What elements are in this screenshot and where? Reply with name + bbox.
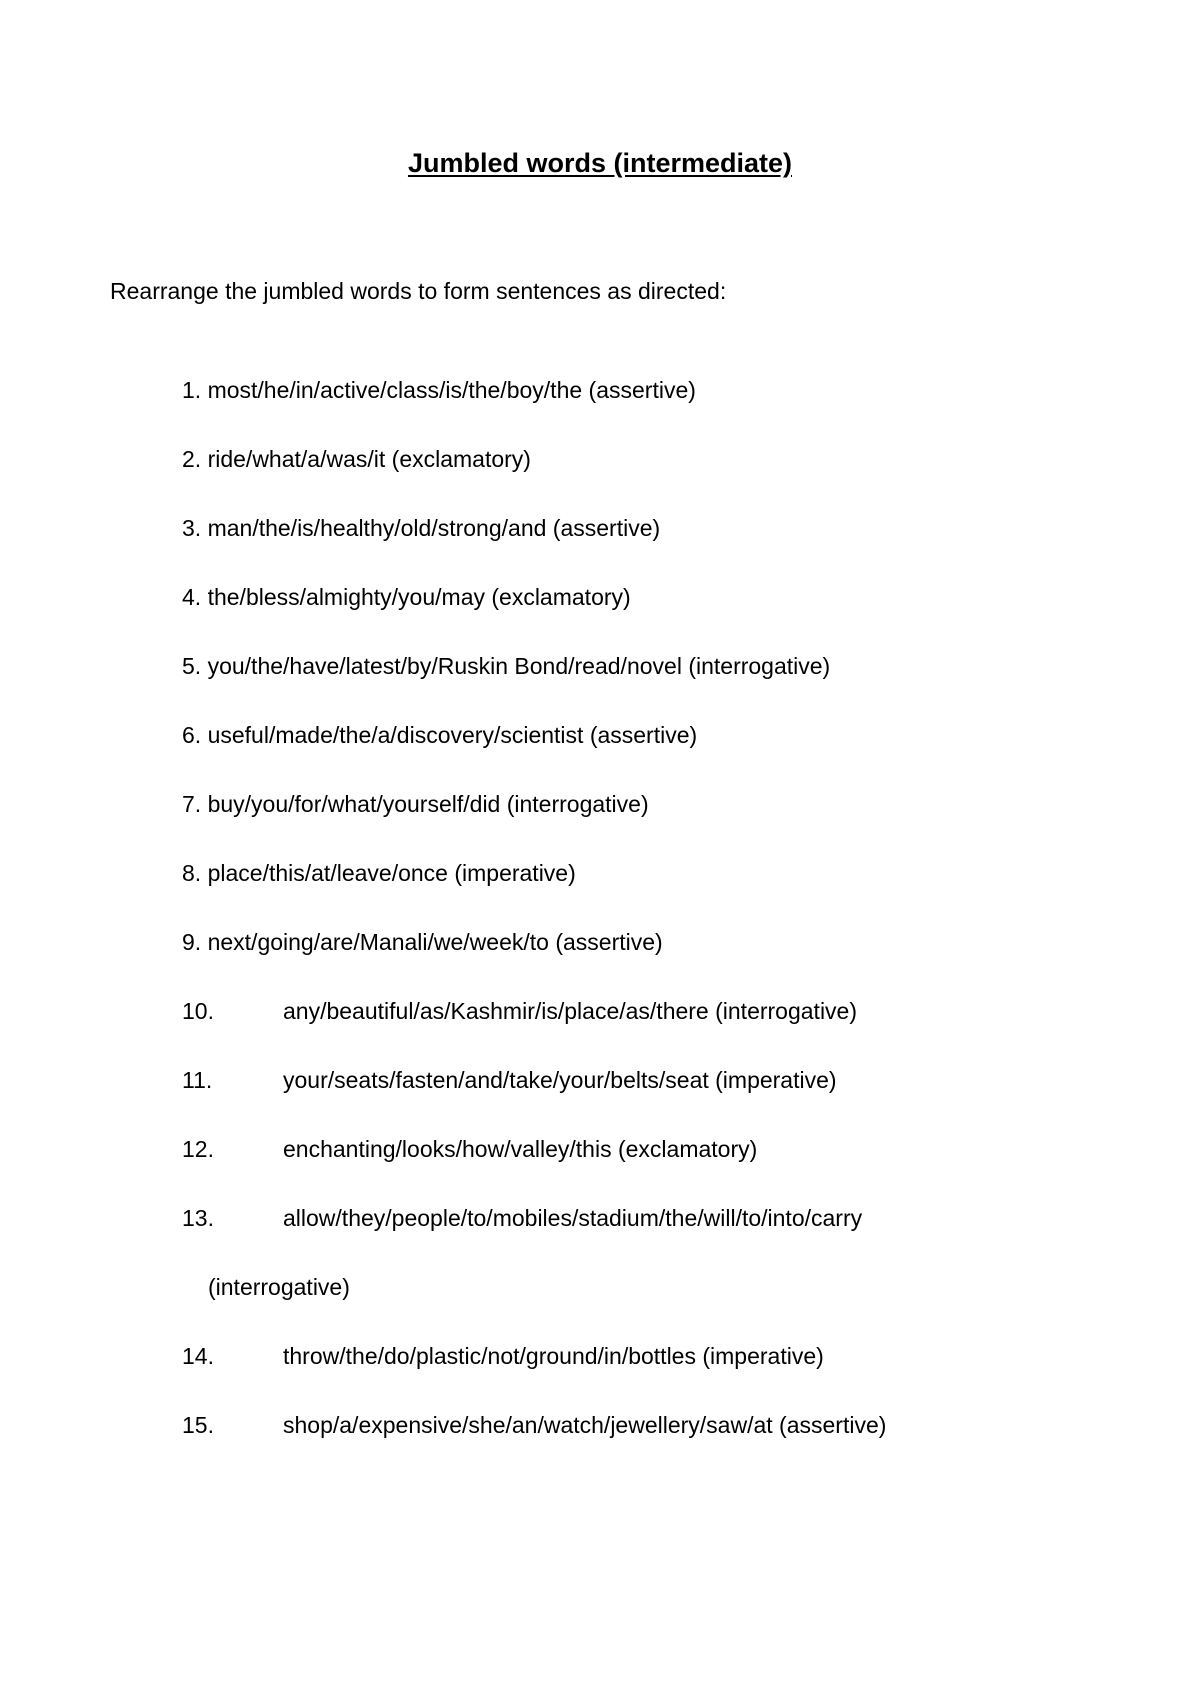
item-text-continuation: (interrogative) [208, 1274, 350, 1300]
item-number: 5. [182, 653, 202, 679]
item-text: man/the/is/healthy/old/strong/and (assertive) [207, 515, 661, 541]
item-number: 1. [182, 377, 202, 403]
list-item [182, 789, 649, 819]
item-number: 9. [182, 929, 202, 955]
item-text: useful/made/the/a/discovery/scientist (assertive) [207, 722, 698, 748]
item-text: place/this/at/leave/once (imperative) [207, 860, 576, 886]
list-item [182, 375, 696, 405]
list-item [182, 1341, 824, 1371]
list-item [182, 720, 697, 750]
item-text: the/bless/almighty/you/may (exclamatory) [207, 584, 631, 610]
list-item [182, 927, 663, 957]
item-text: ride/what/a/was/it (exclamatory) [207, 446, 531, 472]
list-item [182, 1065, 837, 1095]
item-number: 6. [182, 722, 202, 748]
list-item [182, 582, 631, 612]
worksheet-title: Jumbled words (intermediate) [407, 148, 793, 178]
item-number: 14. [182, 1343, 214, 1369]
item-text: buy/you/for/what/yourself/did (interrogative) [207, 791, 649, 817]
list-item [182, 444, 531, 474]
list-item [182, 513, 660, 543]
item-text: most/he/in/active/class/is/the/boy/the (assertive) [207, 377, 696, 403]
item-text: shop/a/expensive/she/an/watch/jewellery/saw/at (assertive) [283, 1412, 887, 1438]
item-number: 15. [182, 1412, 214, 1438]
list-item [182, 1134, 757, 1164]
item-text: your/seats/fasten/and/take/your/belts/seat (imperative) [283, 1067, 837, 1093]
list-item [182, 651, 830, 681]
item-text: you/the/have/latest/by/Ruskin Bond/read/novel (interrogative) [207, 653, 831, 679]
item-number: 3. [182, 515, 202, 541]
item-number: 10. [182, 998, 214, 1024]
item-text: any/beautiful/as/Kashmir/is/place/as/there (interrogative) [283, 998, 858, 1024]
list-item [182, 1410, 886, 1440]
list-item [182, 996, 857, 1026]
item-number: 13. [182, 1205, 214, 1231]
list-item [182, 1203, 862, 1233]
list-item [182, 858, 576, 888]
item-number: 11. [182, 1067, 213, 1093]
worksheet-instruction: Rearrange the jumbled words to form sentences as directed: [110, 278, 727, 304]
item-number: 4. [182, 584, 202, 610]
item-text: enchanting/looks/how/valley/this (exclamatory) [283, 1136, 758, 1162]
item-text: next/going/are/Manali/we/week/to (assertive) [207, 929, 663, 955]
item-text: throw/the/do/plastic/not/ground/in/bottles (imperative) [283, 1343, 824, 1369]
item-number: 2. [182, 446, 202, 472]
item-number: 8. [182, 860, 202, 886]
item-number: 12. [182, 1136, 214, 1162]
item-text: allow/they/people/to/mobiles/stadium/the/will/to/into/carry [283, 1205, 863, 1231]
item-number: 7. [182, 791, 202, 817]
